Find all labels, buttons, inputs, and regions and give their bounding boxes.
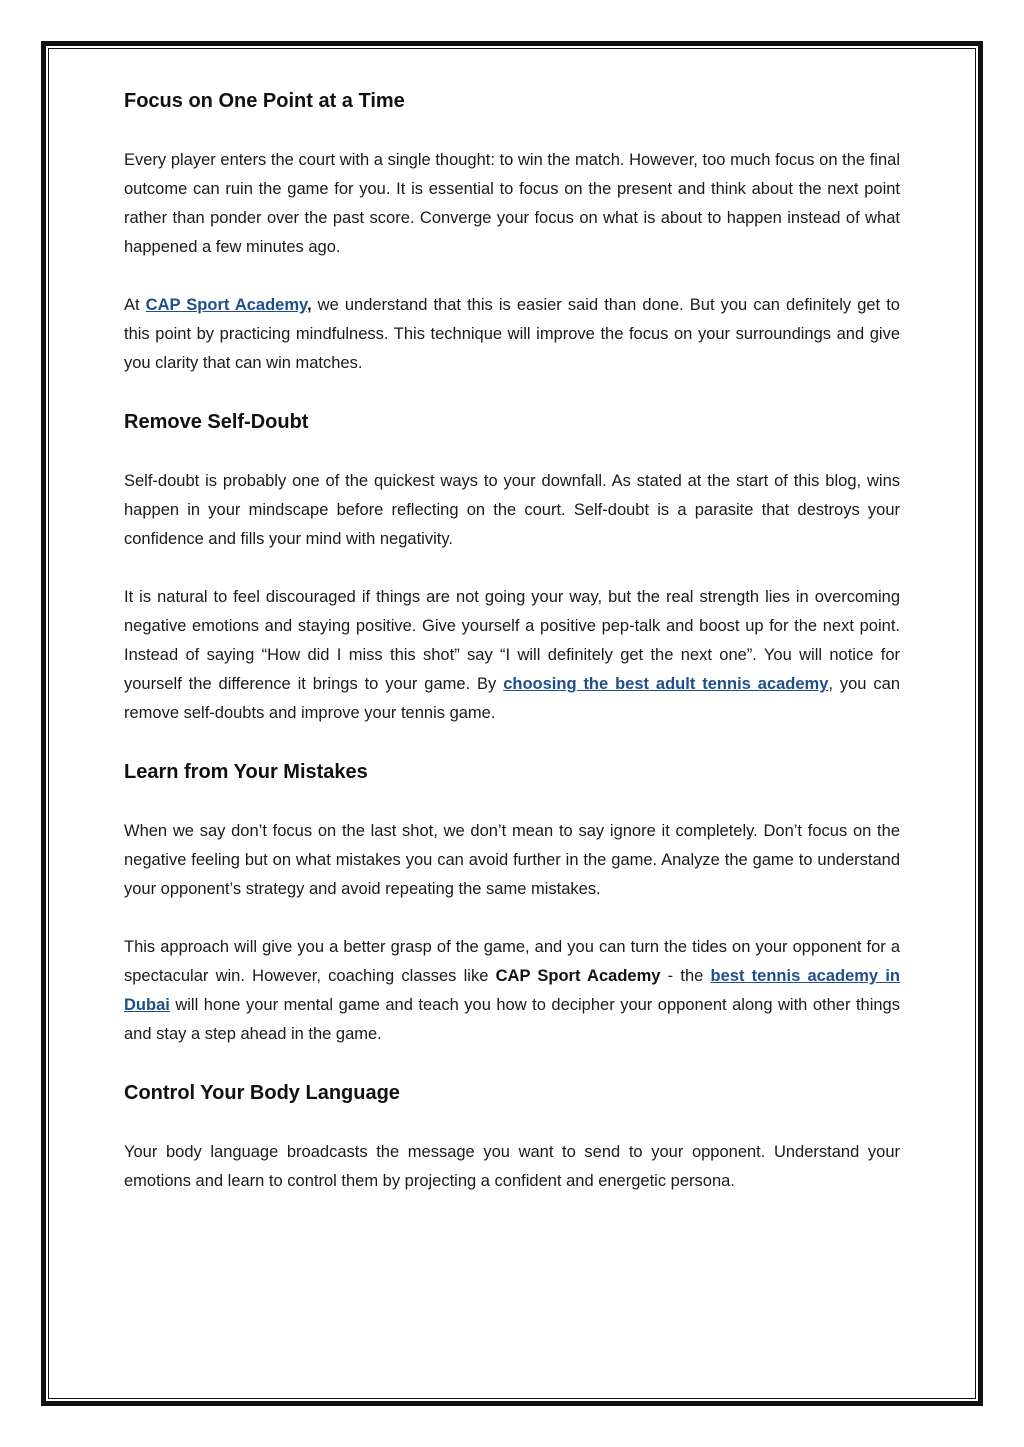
section-heading: Control Your Body Language xyxy=(124,1082,400,1104)
cap-sport-academy-link[interactable]: CAP Sport Academy xyxy=(145,296,307,314)
adult-tennis-academy-link[interactable]: choosing the best adult tennis academy xyxy=(503,675,829,693)
bold-text: CAP Sport Academy xyxy=(495,967,661,985)
text-run: will hone your mental game and teach you how to decipher your opponent along with other things and stay a step ahead in the game. xyxy=(124,996,900,1043)
paragraph: Every player enters the court with a single thought: to win the match. However, too much focus on the final outcome can ruin the game for you. It is essential to focus on the present and think about the next point rather than ponder over the past score. Converge your focus on what is about to happen instead of what happened a few minutes ago. xyxy=(124,151,900,256)
text-run: , xyxy=(307,296,312,314)
text-run: It is natural to feel discouraged if things are not going your way, but the real strength lies in overcoming negative emotions and staying positive. Give yourself a positive pep-talk and boost up for the next point. Instead of saying “How did I miss this shot” say “I will definitely get the next one”. You will notice for yourself the difference it brings to your game. By xyxy=(124,588,900,693)
text-run: , you can remove self-doubts and improve your tennis game. xyxy=(124,675,900,722)
text-run: - the xyxy=(660,967,711,985)
text-run: we understand that this is easier said than done. But you can definitely get to this point by practicing mindfulness. This technique will improve the focus on your surroundings and give you clarity that can win matches. xyxy=(124,296,900,372)
paragraph xyxy=(124,583,900,728)
text-run: At xyxy=(124,296,146,314)
paragraph xyxy=(124,291,900,378)
section-heading: Remove Self-Doubt xyxy=(124,411,309,433)
paragraph xyxy=(124,933,900,1049)
paragraph: Self-doubt is probably one of the quickest ways to your downfall. As stated at the start of this blog, wins happen in your mindscape before reflecting on the court. Self-doubt is a parasite that destroys your confidence and fills your mind with negativity. xyxy=(124,472,900,548)
paragraph: Your body language broadcasts the message you want to send to your opponent. Understand your emotions and learn to control them by projecting a confident and energetic persona. xyxy=(124,1143,900,1190)
section-heading: Learn from Your Mistakes xyxy=(124,761,368,783)
document-body xyxy=(124,86,900,1196)
text-run: This approach will give you a better grasp of the game, and you can turn the tides on your opponent for a spectacular win. However, coaching classes like xyxy=(124,938,900,985)
paragraph: When we say don’t focus on the last shot, we don’t mean to say ignore it completely. Don’t focus on the negative feeling but on what mistakes you can avoid further in the game. Analyze the game to understand your opponent’s strategy and avoid repeating the same mistakes. xyxy=(124,822,900,898)
best-tennis-academy-dubai-link[interactable]: best tennis academy in Dubai xyxy=(124,967,900,1014)
section-heading: Focus on One Point at a Time xyxy=(124,90,405,112)
